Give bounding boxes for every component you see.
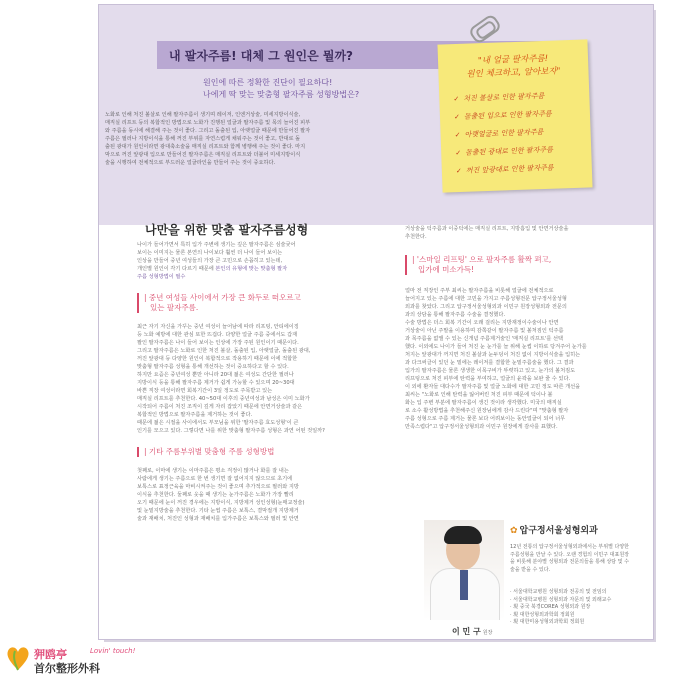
intro-line: 출된 광대가 원인이라면 광대축소술을 매직실 리프트와 함께 병행해 주는 것이 좋다. 마지 [105, 144, 306, 150]
note-title [448, 52, 579, 83]
text-line: 늘어지고 있는 주름에 대한 고민을 가지고 주름성형전문 압구정서울성형 [405, 296, 567, 302]
credential-item: · 現 대한미용성형외과학회 정회원 [510, 619, 585, 626]
left-column [137, 241, 352, 523]
text-line: 하지만 요즘은 중년여성 뿐만 아니라 20대 젊은 여성도 간단한 필러나 [137, 372, 294, 378]
check-icon: ✓ [455, 148, 462, 158]
text-line: 만족스럽다"고 압구정서울성형외과 이민구 원장에게 감사를 표했다. [405, 424, 558, 430]
text-line: 이식을 추천한다. 둘째로 웃을 때 생기는 눈가주름은 노화가 가장 빨리 [137, 492, 294, 498]
text-line: 등 노화 예방에 대한 관심 또한 뜨겁다. 다양한 얼굴 주름 중에서도 갑재 [137, 332, 298, 338]
note-checklist [453, 91, 554, 184]
text-line: 최근 자기 자신을 가꾸는 중년 여성이 늘어남에 따라 리프팅, 안티에이징 [137, 324, 299, 330]
heart-leaf-icon [6, 644, 30, 672]
text-line: 사람에게 생기는 주름으로 한 번 생기면 잘 없어지지 않으므로 초기에 [137, 476, 293, 482]
logo-brand: 狎鸥亭 [34, 648, 67, 661]
subtitle-1: 원인에 따른 정확한 진단이 필요하다! [203, 78, 333, 87]
note-title-line: "내 얼굴 팔자주름! [477, 53, 549, 67]
text-line: 술과 재배치, 처진인 성형과 재배치를 입가주름은 보톡스와 필러 및 안면 [137, 516, 299, 522]
highlight-text: 주름 성형방법이 필수 [137, 274, 186, 280]
desc-line: 술을 받을 수 있다. [510, 566, 551, 573]
text-line [137, 265, 352, 273]
text-line: 리프팅으로 처진 피부에 탄력을 부여하고, 얼굴의 윤곽을 보완 줄 수 있다. [405, 376, 571, 382]
check-icon: ✓ [454, 130, 461, 140]
heading-line: | 중년 여성들 사이에서 가장 큰 화두로 떠오르고 [144, 293, 301, 302]
text-line: 과 목주름을 없앨 수 있는 신개념 주름제거술인 '매직실 리프트'를 선택 [405, 336, 564, 342]
clinic-description [510, 544, 630, 574]
text-line: 복합적인 방법으로 팔자주름을 제거하는 것이 좋다. [137, 412, 253, 418]
text-line: 맞춤형 팔자주름 성형을 통해 개선하는 것이 중요하다고 할 수 있다. [137, 364, 289, 370]
checklist-label: 꺼진 앞광대로 인한 팔자주름 [465, 163, 554, 175]
text-line: 얼마 전 직장인 주부 최씨는 팔자주름을 비롯해 얼굴에 전체적으로 [405, 288, 554, 294]
checklist-item [455, 145, 553, 158]
text-line: 보이는 이미지는 물론 본연의 나이보다 훨씬 더 나이 들어 보이는 [137, 250, 283, 256]
desc-line: 을 비롯해 분야별 성형외과 전문의들을 통해 상담 및 수 [510, 559, 629, 565]
text-line: 및 눈밑지방술을 추천한다. 기타 눈썹 주름은 보톡스, 결막절개 지방제거 [137, 508, 299, 514]
text-fragment: 개인별 원인이 각기 다르기 때문에 [137, 266, 214, 272]
credential-item: · 現 대한성형외과학회 정회원 [510, 611, 575, 618]
highlight-text: 본인의 유형에 맞는 맞춤형 팔자 [215, 266, 288, 272]
intro-line: 술을 시행하여 전체적으로 부드러운 얼굴라인을 만들어 주는 것이 중요하다. [105, 160, 276, 166]
checklist-item [454, 109, 552, 122]
heading-line: 있는 팔자주름. [150, 303, 199, 312]
intro-paragraph [105, 111, 335, 167]
text-line: 바쁜 직장 여성이라면 회복기간이 3일 정도로 주목받고 있는 [137, 388, 273, 394]
left-heading-1 [137, 293, 352, 313]
checklist-label: 아랫얼굴로 인한 팔자주름 [464, 128, 544, 139]
check-icon: ✓ [455, 166, 462, 176]
intro-line: 주름은 필러나 지방이식을 통해 꺼진 부위를 자연스럽게 채워주는 것이 좋고, 반대로 돌 [105, 136, 301, 142]
text-line: 첫째로, 이마에 생기는 이마주름은 평소 걱정이 많거나 화를 잘 내는 [137, 468, 289, 474]
doctor-hair [444, 526, 482, 544]
text-line: 인기를 모으고 있다. 그렇다면 나를 위한 맞춤형 팔자주름 성형은 과연 어떤 것일까? [137, 428, 325, 434]
heading-line: 입가에 미소가득! [418, 265, 475, 274]
checklist-label: 돌출된 입으로 인한 팔자주름 [463, 109, 552, 121]
clinic-logo [4, 640, 154, 680]
note-title-line: 원인 체크하고, 알아보자" [466, 66, 561, 80]
text-line: 보톡스로 표정근육을 마비시켜주는 것이 좋으며 추가적으로 필러와 지방 [137, 484, 299, 490]
check-icon: ✓ [453, 112, 461, 122]
clinic-name [510, 523, 598, 536]
text-line: 추천한다. [405, 234, 427, 240]
text-line: 화는 입 주변 부분에 팔자주름이 생긴 것이라 생각했다. 미국의 매직실 [405, 400, 562, 406]
section-title: 나만을 위한 맞춤 팔자주름성형 [145, 223, 309, 237]
text-line: 과 다크써클이 있던 눈 밑에는 레이저를 결합한 눈밑주름술을 했다. 그 결과 [405, 360, 574, 366]
page-title: 내 팔자주름! 대체 그 원인은 뭘까? [169, 49, 354, 63]
heading-line: | '스마일 리프팅' 으로 팔자주름 활짝 펴고, [412, 255, 552, 264]
subtitle-2: 나에게 딱 맞는 맞춤형 팔자주름 성형방법은? [203, 90, 360, 99]
text-line: 처지는 앞광대가 꺼지면 처진 볼살과 눈두덩이 처진 없이 지방이식술을 입히는 [405, 352, 581, 358]
text-line: 수술 방법은 더스 회복 기간이 오래 걸리는 지방재정이수술이나 안면 [405, 320, 559, 326]
text-line: 꺼진 앞광대 등 다양한 원인이 복합적으로 작용하기 때문에 이에 적합한 [137, 356, 298, 362]
text-line: 이 외에 환자들 대다수가 팔자주름 및 얼굴 노화에 대한 고민 정도 따른 개선을 [405, 384, 581, 390]
text-line: 로 소수 활성방법을 추천해주신 원장님에게 감사 드린다"며 "맞춤형 팔자 [405, 408, 569, 414]
doctor-name-text: 이 민 구 [452, 627, 481, 636]
text-line: 거상술이 아닌 주말을 이용하며 감쪽같이 팔자주름 및 볼처짐인 턱주름 [405, 328, 564, 334]
checklist-item [456, 163, 554, 176]
intro-line: 매직실 리프트 등의 복합적인 방법으로 노화가 진행된 얼굴과 팔자주름 및 목의 늘어진 피부 [105, 120, 311, 126]
check-icon: ✓ [453, 94, 460, 104]
logo-name: 首尔整形外科 [34, 662, 100, 675]
credential-item: · 現 중국 북경COREA 성형외과 원장 [510, 604, 591, 611]
checklist-item [454, 127, 552, 140]
clinic-name-text: 압구정서울성형외과 [519, 526, 598, 536]
credential-item: · 서울대학교병원 성형외과 전공의 및 전임의 [510, 589, 607, 595]
text-line: 인상을 만들어 중년 여성들의 가장 큰 고민으로 손꼽히고 있는데, [137, 258, 283, 264]
right-column [405, 225, 620, 431]
text-line: 입가의 팔자주름은 물론 생생한 이목구비가 뚜렷하고 있고, 눈가의 볼처짐도 [405, 368, 576, 374]
right-heading-1 [405, 255, 620, 275]
checklist-label: 돌출된 광대로 인한 팔자주름 [464, 145, 554, 157]
text-line: 그리고 팔자주름은 노화로 인한 처진 볼살, 돌출된 입, 아랫얼굴, 돌출된 광대, [137, 348, 311, 354]
text-line: 했다. 이외에도 나이가 들어 처진 눈 눈가를 늘 위해 눈썹 이하로 당겨주어 눈가를 [405, 344, 587, 350]
clinic-logo-icon: ✿ [510, 526, 518, 536]
doctor-name [452, 626, 492, 637]
text-line: 시작되어 주름이 처진 조직이 깊게 자리 잡았기 때문에 안면거상술과 같은 [137, 404, 303, 410]
intro-line: 와 주름을 동시에 해결해 주는 것이 좋다. 그리고 돌출된 입, 아랫얼굴 때문에 만들어진 팔자 [105, 128, 311, 134]
logo-tagline: Lovin' touch! [90, 647, 136, 655]
text-line: 팔인 팔자주름은 나이 들어 보이는 인상에 가장 주된 원인이기 때문이다. [137, 340, 299, 346]
doctor-credentials [510, 589, 611, 627]
text-line: 최씨는 "노화로 인해 탄력을 잃어버린 처진 피부 때문에 턱이나 볼 [405, 392, 553, 398]
intro-line: 막으로 꺼진 앞광대 입으로 만들어진 팔자주름은 매직실 리프트와 더불어 미세지방이식 [105, 152, 301, 158]
sticky-note [437, 39, 592, 192]
left-heading-2: | 기타 주름부위별 맞춤형 주름 성형방법 [137, 447, 352, 457]
doctor-role: 원장 [482, 630, 493, 636]
checklist-item [453, 91, 551, 104]
text-line: 외과를 찾았다. 그리고 압구정서울성형외과 이민구 원장성형외과 전문의 [405, 304, 567, 310]
text-line: 매직실 리프트를 추천한다. 40~50대 이후의 중년여성과 남성은 이미 노화가 [137, 396, 310, 402]
text-line: 오기 때문에 눈이 꺼진 경우에는 지방이식, 지방제거 성인성형(눈매교정술) [137, 500, 305, 506]
text-line: 나이가 들어가면서 특히 입가 주변에 생기는 깊은 팔자주름은 심술궂어 [137, 242, 296, 248]
text-line: 때문에 젊은 시절을 사이에서도 부모님을 위한 '팔자주름 효도성형'이 큰 [137, 420, 299, 426]
text-line: 주름 성형으로 주름 제거는 물론 보다 어려보이는 동안얼굴이 되어 너무 [405, 416, 566, 422]
intro-line: 노화로 인해 처진 볼살로 인해 팔자주름이 생기며 레이저, 인엔거상술, 미세지방이식술, [105, 112, 301, 118]
doctor-tie [460, 570, 468, 600]
text-line: 과의 상담을 통해 팔자주름 수술을 결정했다. [405, 312, 506, 318]
text-line: 거상술을 턱주름과 이중턱에는 매직실 리프트, 지방흡입 및 안면거상술을 [405, 226, 569, 232]
desc-line: 주름성형을 만날 수 있다. 오랜 경험의 이민구 대표원장 [510, 551, 629, 558]
credential-item: · 서울대학교병원 성형외과 자문의 및 외래교수 [510, 596, 612, 603]
text-line: 지방이식 등을 통해 팔자주름 제거가 쉽게 가능할 수 있으며 20~30대 [137, 380, 295, 386]
checklist-label: 처진 볼살로 인한 팔자주름 [463, 91, 545, 103]
doctor-photo [424, 520, 504, 620]
desc-line: 12년 전통의 압구정서울성형외과에서는 부위별 다양한 [510, 544, 629, 550]
